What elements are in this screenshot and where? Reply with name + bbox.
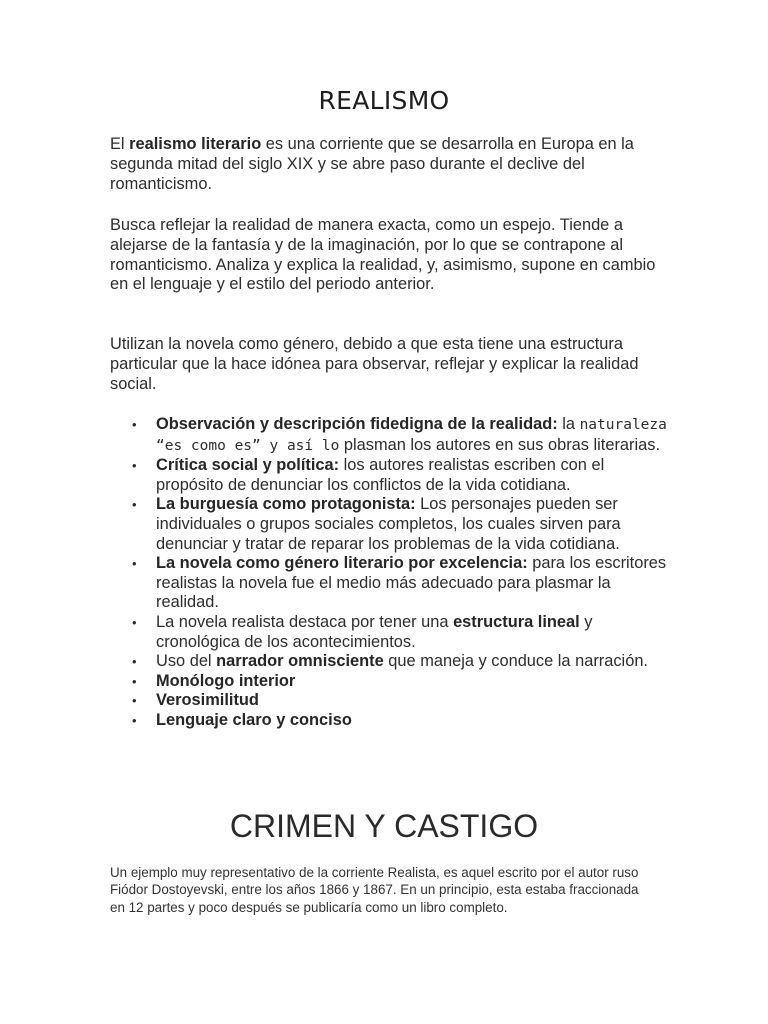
page-title: REALISMO xyxy=(318,86,450,115)
list-item xyxy=(110,613,670,652)
intro-post: es una corriente que se desarrolla en Europa en la segunda mitad del siglo XIX y se abre paso durante el declive del romanticismo. xyxy=(110,135,634,193)
section-paragraph: Un ejemplo muy representativo de la corriente Realista, es aquel escrito por el autor ruso Fiódor Dostoyevski, entre los años 1866 y 1867. En un principio, esta estaba fraccionada en 12 partes y poco después se publicaría como un libro completo. xyxy=(110,865,639,915)
bullet-icon: • xyxy=(132,614,137,630)
item-text-2: plasman los autores en sus obras literarias. xyxy=(339,435,661,454)
item-bold: Lenguaje claro y conciso xyxy=(156,710,352,729)
item-text: que maneja y conduce la narración. xyxy=(383,652,648,671)
item-bold: narrador omnisciente xyxy=(216,652,384,671)
item-bold: Verosimilitud xyxy=(156,691,259,710)
bullet-icon: • xyxy=(132,497,137,513)
paragraph-3: Utilizan la novela como género, debido a que esta tiene una estructura particular que la hace idónea para observar, reflejar y explicar la realidad social. xyxy=(110,335,639,393)
item-mono-text: naturaleza “es como es” y así lo xyxy=(156,417,667,454)
bullet-icon: • xyxy=(132,556,137,572)
item-bold: La novela como género literario por excelencia: xyxy=(156,554,528,573)
paragraph-2: Busca reflejar la realidad de manera exacta, como un espejo. Tiende a alejarse de la fantasía y de la imaginación, por lo que se contrapone al romanticismo. Analiza y explica la realidad, y, asimismo, supone en cambio en el lenguaje y el estilo del periodo anterior. xyxy=(110,216,656,294)
item-pre: Uso del xyxy=(156,652,217,671)
bullet-icon: • xyxy=(132,417,137,432)
item-text: la xyxy=(557,415,580,433)
bullet-icon: • xyxy=(132,712,137,728)
bullet-icon: • xyxy=(132,458,137,474)
item-bold: Crítica social y política: xyxy=(156,456,340,475)
list-item xyxy=(110,456,670,495)
intro-paragraph xyxy=(110,135,670,194)
section-title: CRIMEN Y CASTIGO xyxy=(229,808,539,844)
item-bold: Monólogo interior xyxy=(156,671,296,690)
item-bold: La burguesía como protagonista: xyxy=(156,495,416,514)
features-list xyxy=(110,415,670,731)
list-item xyxy=(110,672,670,692)
item-text: y cronológica de los acontecimientos. xyxy=(156,612,593,651)
list-item xyxy=(110,415,670,456)
list-item xyxy=(110,554,670,613)
item-bold: Observación y descripción fidedigna de la realidad: xyxy=(156,415,558,433)
intro-pre: El xyxy=(110,135,130,153)
item-text: Los personajes pueden ser individuales o grupos sociales completos, los cuales sirven para denunciar y tratar de reparar los problemas de la vida cotidiana. xyxy=(156,495,621,553)
item-pre: La novela realista destaca por tener una xyxy=(156,612,454,631)
list-item xyxy=(110,691,670,711)
bullet-icon: • xyxy=(132,693,137,709)
bullet-icon: • xyxy=(132,654,137,670)
item-bold: estructura lineal xyxy=(453,612,580,631)
list-item xyxy=(110,652,670,672)
list-item xyxy=(110,711,670,731)
bullet-icon: • xyxy=(132,673,137,689)
item-text: para los escritores realistas la novela fue el medio más adecuado para plasmar la realidad. xyxy=(156,554,667,612)
item-text: los autores realistas escriben con el propósito de denunciar los conflictos de la vida cotidiana. xyxy=(156,456,605,494)
list-item xyxy=(110,495,670,554)
intro-bold-term: realismo literario xyxy=(129,135,262,153)
